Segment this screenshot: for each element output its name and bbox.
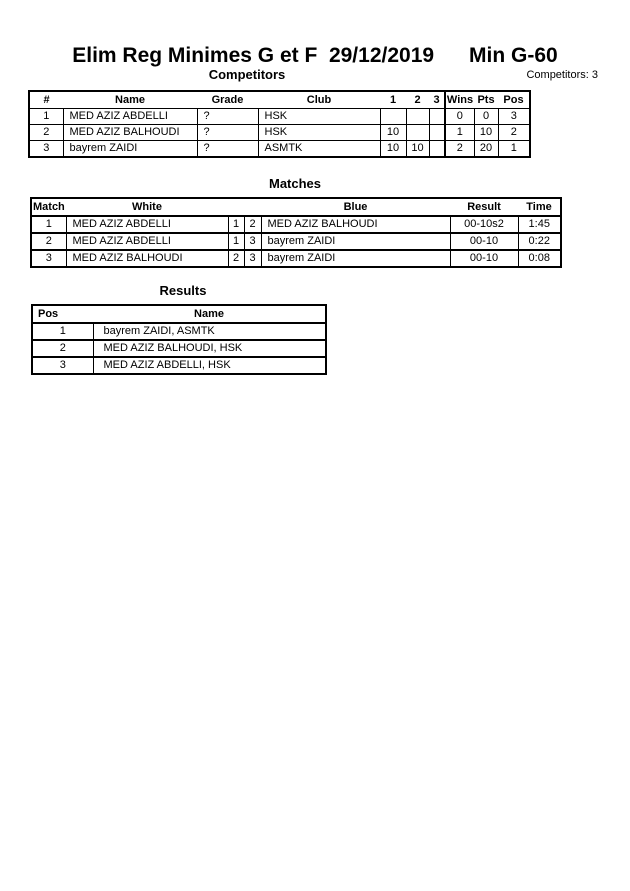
competitors-table (28, 90, 531, 158)
page-title: Elim Reg Minimes G et F 29/12/2019 Min G-60 (72, 44, 558, 67)
matches-table (30, 197, 562, 268)
table-cell: 00-10 (450, 233, 518, 250)
column-header: Blue (261, 198, 450, 216)
table-cell: ? (197, 109, 258, 125)
table-cell: 0:22 (518, 233, 561, 250)
table-cell: 1 (445, 125, 474, 141)
table-cell: 3 (32, 357, 93, 374)
table-cell: 2 (498, 125, 530, 141)
results-heading: Results (159, 283, 207, 298)
table-cell (406, 125, 429, 141)
table-cell (406, 109, 429, 125)
table-cell: 2 (29, 125, 63, 141)
table-cell: 1 (31, 216, 66, 233)
table-cell: bayrem ZAIDI, ASMTK (93, 323, 326, 340)
table-cell: 1:45 (518, 216, 561, 233)
column-header: Name (93, 305, 326, 323)
table-cell: MED AZIZ ABDELLI, HSK (93, 357, 326, 374)
competitors-heading: Competitors (208, 67, 286, 82)
column-header: Result (450, 198, 518, 216)
table-cell: MED AZIZ BALHOUDI (66, 250, 228, 267)
table-cell: bayrem ZAIDI (261, 250, 450, 267)
table-cell: 1 (228, 216, 244, 233)
column-header: Club (258, 91, 380, 109)
matches-heading: Matches (268, 176, 322, 191)
column-header: Pts (474, 91, 498, 109)
table-row (29, 109, 530, 125)
table-cell: 0:08 (518, 250, 561, 267)
table-cell: bayrem ZAIDI (261, 233, 450, 250)
table-row (31, 233, 561, 250)
table-cell (429, 109, 445, 125)
table-cell: 10 (380, 125, 406, 141)
header-row (32, 305, 326, 323)
column-header (244, 198, 261, 216)
column-header: Pos (498, 91, 530, 109)
column-header: # (29, 91, 63, 109)
table-cell: 00-10s2 (450, 216, 518, 233)
table-row (31, 250, 561, 267)
table-cell: 2 (32, 340, 93, 357)
column-header: Grade (197, 91, 258, 109)
table-cell: 1 (32, 323, 93, 340)
header-row (29, 91, 530, 109)
table-cell: 2 (445, 141, 474, 158)
table-cell: MED AZIZ ABDELLI (66, 216, 228, 233)
table-cell: MED AZIZ BALHOUDI, HSK (93, 340, 326, 357)
table-cell: ASMTK (258, 141, 380, 158)
table-cell: 3 (498, 109, 530, 125)
table-row (32, 357, 326, 374)
table-cell: MED AZIZ ABDELLI (66, 233, 228, 250)
table-cell: 0 (445, 109, 474, 125)
table-cell: bayrem ZAIDI (63, 141, 197, 158)
table-cell: MED AZIZ BALHOUDI (63, 125, 197, 141)
header-row (31, 198, 561, 216)
results-table (31, 304, 327, 375)
table-row (32, 323, 326, 340)
table-row (32, 340, 326, 357)
column-header: Time (518, 198, 561, 216)
table-cell: 10 (474, 125, 498, 141)
table-cell: HSK (258, 109, 380, 125)
table-cell: 00-10 (450, 250, 518, 267)
table-cell (429, 125, 445, 141)
column-header: Wins (445, 91, 474, 109)
table-cell: 1 (228, 233, 244, 250)
column-header: 2 (406, 91, 429, 109)
table-cell: 2 (228, 250, 244, 267)
table-cell: 2 (31, 233, 66, 250)
table-row (29, 125, 530, 141)
table-cell: 10 (406, 141, 429, 158)
table-cell: 2 (244, 216, 261, 233)
competitors-count-label: Competitors: 3 (526, 69, 598, 81)
table-cell: 20 (474, 141, 498, 158)
table-cell: 3 (244, 250, 261, 267)
table-cell: HSK (258, 125, 380, 141)
column-header: 3 (429, 91, 445, 109)
table-row (31, 216, 561, 233)
column-header (228, 198, 244, 216)
table-cell: 1 (498, 141, 530, 158)
table-cell: MED AZIZ BALHOUDI (261, 216, 450, 233)
table-cell: 3 (244, 233, 261, 250)
column-header: 1 (380, 91, 406, 109)
column-header: Pos (32, 305, 93, 323)
table-cell: 3 (31, 250, 66, 267)
table-cell: MED AZIZ ABDELLI (63, 109, 197, 125)
table-cell (380, 109, 406, 125)
table-row (29, 141, 530, 158)
column-header: Name (63, 91, 197, 109)
table-cell (429, 141, 445, 158)
table-cell: 1 (29, 109, 63, 125)
table-cell: 10 (380, 141, 406, 158)
column-header: White (66, 198, 228, 216)
table-cell: ? (197, 141, 258, 158)
table-cell: 3 (29, 141, 63, 158)
table-cell: 0 (474, 109, 498, 125)
table-cell: ? (197, 125, 258, 141)
column-header: Match (31, 198, 66, 216)
